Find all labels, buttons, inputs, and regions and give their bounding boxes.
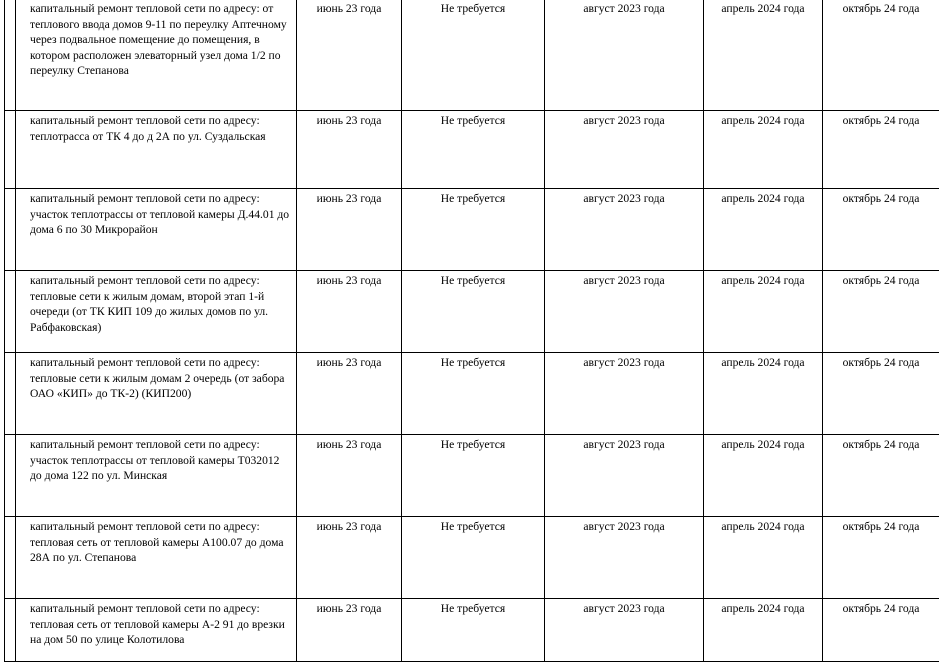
- start-date-cell: июнь 23 года: [297, 271, 402, 353]
- work-end-cell: октябрь 24 года: [823, 353, 939, 435]
- expertise-cell: Не требуется: [402, 517, 545, 599]
- work-start-cell: апрель 2024 года: [704, 599, 823, 662]
- row-index-cell: [5, 517, 16, 599]
- work-start-cell: апрель 2024 года: [704, 189, 823, 271]
- table-row: [5, 271, 939, 353]
- expertise-cell: Не требуется: [402, 353, 545, 435]
- start-date-cell: июнь 23 года: [297, 189, 402, 271]
- expertise-cell: Не требуется: [402, 0, 545, 111]
- design-end-cell: август 2023 года: [545, 189, 704, 271]
- expertise-cell: Не требуется: [402, 435, 545, 517]
- design-end-cell: август 2023 года: [545, 353, 704, 435]
- work-start-cell: апрель 2024 года: [704, 0, 823, 111]
- description-cell: капитальный ремонт тепловой сети по адресу: тепловые сети к жилым домам 2 очередь (от забора ОАО «КИП» до ТК-2) (КИП200): [16, 353, 297, 435]
- row-index-cell: [5, 353, 16, 435]
- start-date-cell: июнь 23 года: [297, 599, 402, 662]
- row-index-cell: [5, 0, 16, 111]
- description-cell: капитальный ремонт тепловой сети по адресу: тепловые сети к жилым домам, второй этап 1-й очереди (от ТК КИП 109 до жилых домов по ул. Рабфаковская): [16, 271, 297, 353]
- work-end-cell: октябрь 24 года: [823, 435, 939, 517]
- start-date-cell: июнь 23 года: [297, 435, 402, 517]
- work-end-cell: октябрь 24 года: [823, 517, 939, 599]
- work-end-cell: октябрь 24 года: [823, 271, 939, 353]
- work-end-cell: октябрь 24 года: [823, 111, 939, 189]
- description-cell: капитальный ремонт тепловой сети по адресу: участок теплотрассы от тепловой камеры Д.44.01 до дома 6 по 30 Микрорайон: [16, 189, 297, 271]
- work-start-cell: апрель 2024 года: [704, 353, 823, 435]
- start-date-cell: июнь 23 года: [297, 353, 402, 435]
- design-end-cell: август 2023 года: [545, 517, 704, 599]
- table-row: [5, 353, 939, 435]
- work-end-cell: октябрь 24 года: [823, 599, 939, 662]
- work-start-cell: апрель 2024 года: [704, 111, 823, 189]
- row-index-cell: [5, 111, 16, 189]
- design-end-cell: август 2023 года: [545, 111, 704, 189]
- row-index-cell: [5, 189, 16, 271]
- expertise-cell: Не требуется: [402, 599, 545, 662]
- table-row: [5, 517, 939, 599]
- start-date-cell: июнь 23 года: [297, 0, 402, 111]
- table-row: [5, 111, 939, 189]
- repair-schedule-table: [4, 0, 939, 662]
- description-cell: капитальный ремонт тепловой сети по адресу: тепловая сеть от тепловой камеры А-2 91 до врезки на дом 50 по улице Колотилова: [16, 599, 297, 662]
- table-row: [5, 435, 939, 517]
- description-cell: капитальный ремонт тепловой сети по адресу: от теплового ввода домов 9-11 по переулку Аптечному через подвальное помещение до помещения, в котором расположен элеваторный узел дома 1/2 по переулку Степанова: [16, 0, 297, 111]
- description-cell: капитальный ремонт тепловой сети по адресу: тепловая сеть от тепловой камеры А100.07 до дома 28А по ул. Степанова: [16, 517, 297, 599]
- design-end-cell: август 2023 года: [545, 599, 704, 662]
- row-index-cell: [5, 271, 16, 353]
- expertise-cell: Не требуется: [402, 111, 545, 189]
- design-end-cell: август 2023 года: [545, 0, 704, 111]
- table-row: [5, 599, 939, 662]
- work-end-cell: октябрь 24 года: [823, 0, 939, 111]
- row-index-cell: [5, 599, 16, 662]
- row-index-cell: [5, 435, 16, 517]
- start-date-cell: июнь 23 года: [297, 517, 402, 599]
- expertise-cell: Не требуется: [402, 189, 545, 271]
- work-start-cell: апрель 2024 года: [704, 517, 823, 599]
- start-date-cell: июнь 23 года: [297, 111, 402, 189]
- work-start-cell: апрель 2024 года: [704, 271, 823, 353]
- work-start-cell: апрель 2024 года: [704, 435, 823, 517]
- design-end-cell: август 2023 года: [545, 271, 704, 353]
- work-end-cell: октябрь 24 года: [823, 189, 939, 271]
- description-cell: капитальный ремонт тепловой сети по адресу: участок теплотрассы от тепловой камеры Т032012 до дома 122 по ул. Минская: [16, 435, 297, 517]
- table-row: [5, 0, 939, 111]
- design-end-cell: август 2023 года: [545, 435, 704, 517]
- description-cell: капитальный ремонт тепловой сети по адресу: теплотрасса от ТК 4 до д 2А по ул. Суздальская: [16, 111, 297, 189]
- expertise-cell: Не требуется: [402, 271, 545, 353]
- table-row: [5, 189, 939, 271]
